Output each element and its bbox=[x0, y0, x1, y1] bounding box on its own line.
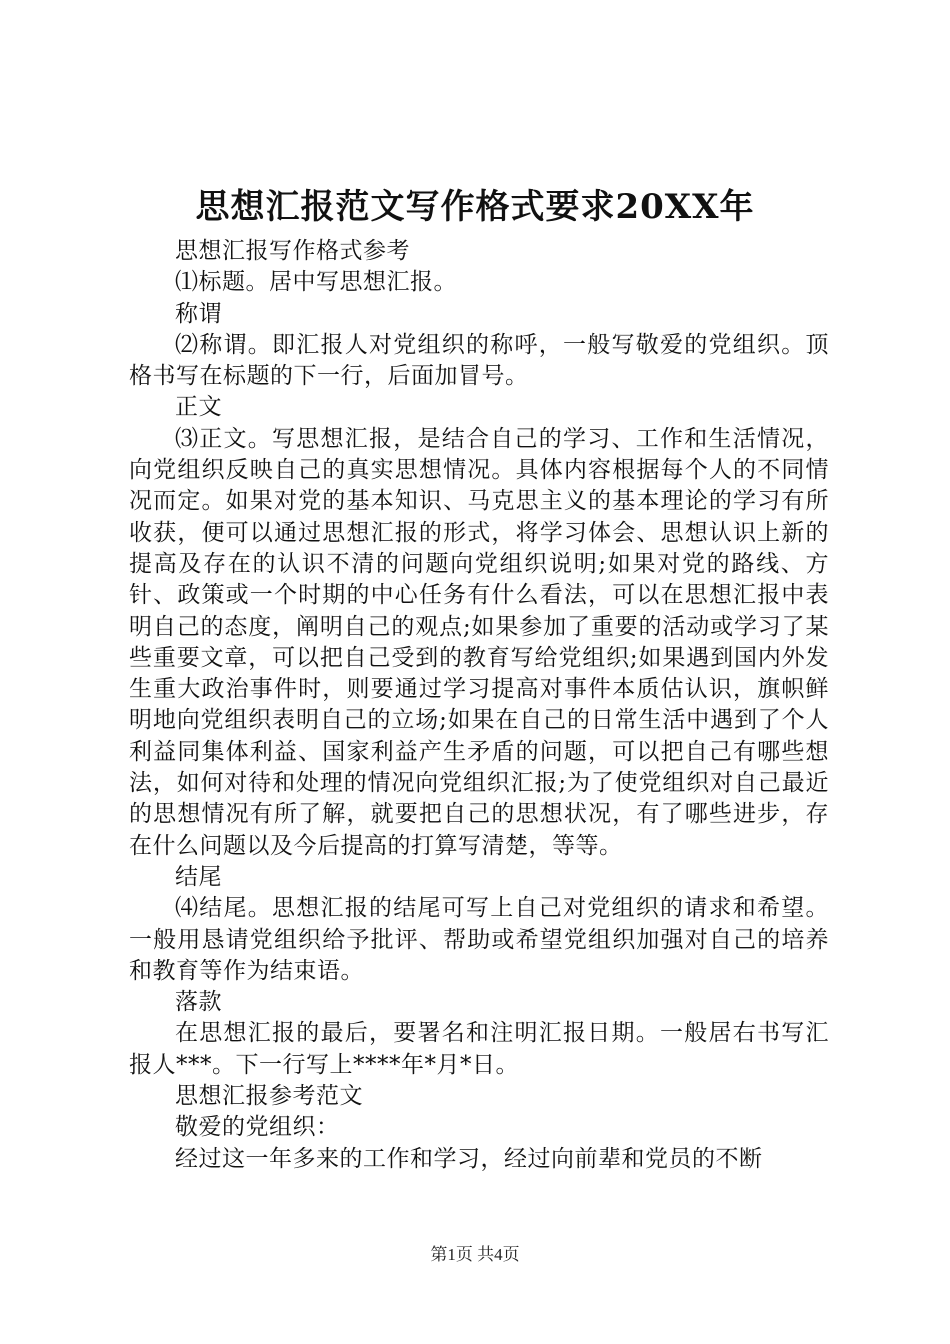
document-body bbox=[129, 236, 829, 1175]
paragraph: 正文 bbox=[175, 394, 222, 421]
paragraph: 敬爱的党组织： bbox=[175, 1114, 340, 1141]
paragraph: ⑵称谓。即汇报人对党组织的称呼，一般写敬爱的党组织。顶格书写在标题的下一行，后面加冒号。 bbox=[129, 331, 829, 390]
paragraph: ⑴标题。居中写思想汇报。 bbox=[175, 269, 457, 296]
paragraph: 思想汇报参考范文 bbox=[175, 1083, 363, 1110]
paragraph: ⑷结尾。思想汇报的结尾可写上自己对党组织的请求和希望。一般用恳请党组织给予批评、帮助或希望党组织加强对自己的培养和教育等作为结束语。 bbox=[129, 895, 829, 984]
paragraph: 称谓 bbox=[175, 300, 222, 327]
paragraph: 在思想汇报的最后，要署名和注明汇报日期。一般居右书写汇报人***。下一行写上****年*月*日。 bbox=[129, 1020, 829, 1078]
paragraph: 思想汇报写作格式参考 bbox=[175, 238, 410, 264]
paragraph: 落款 bbox=[175, 989, 222, 1016]
paragraph: 经过这一年多来的工作和学习，经过向前辈和党员的不断 bbox=[175, 1145, 763, 1172]
paragraph: ⑶正文。写思想汇报，是结合自己的学习、工作和生活情况，向党组织反映自己的真实思想情况。具体内容根据每个人的不同情况而定。如果对党的基本知识、马克思主义的基本理论的学习有所收获，便可以通过思想汇报的形式，将学习体会、思想认识上新的提高及存在的认识不清的问题向党组织说明;如果对党的路线、方针、政策或一个时期的中心任务有什么看法，可以在思想汇报中表明自己的态度，阐明自己的观点;如果参加了重要的活动或学习了某些重要文章，可以把自己受到的教育写给党组织;如果遇到国内外发生重大政治事件时，则要通过学习提高对事件本质估认识，旗帜鲜明地向党组织表明自己的立场;如果在自己的日常生活中遇到了个人利益同集体利益、国家利益产生矛盾的问题，可以把自己有哪些想法，如何对待和处理的情况向党组织汇报;为了使党组织对自己最近的思想情况有所了解，就要把自己的思想状况，有了哪些进步，存在什么问题以及今后提高的打算写清楚，等等。 bbox=[129, 425, 829, 859]
document-title: 思想汇报范文写作格式要求20XX年 bbox=[195, 187, 755, 227]
page-footer: 第1页 共4页 bbox=[430, 1245, 520, 1264]
paragraph: 结尾 bbox=[175, 863, 222, 890]
